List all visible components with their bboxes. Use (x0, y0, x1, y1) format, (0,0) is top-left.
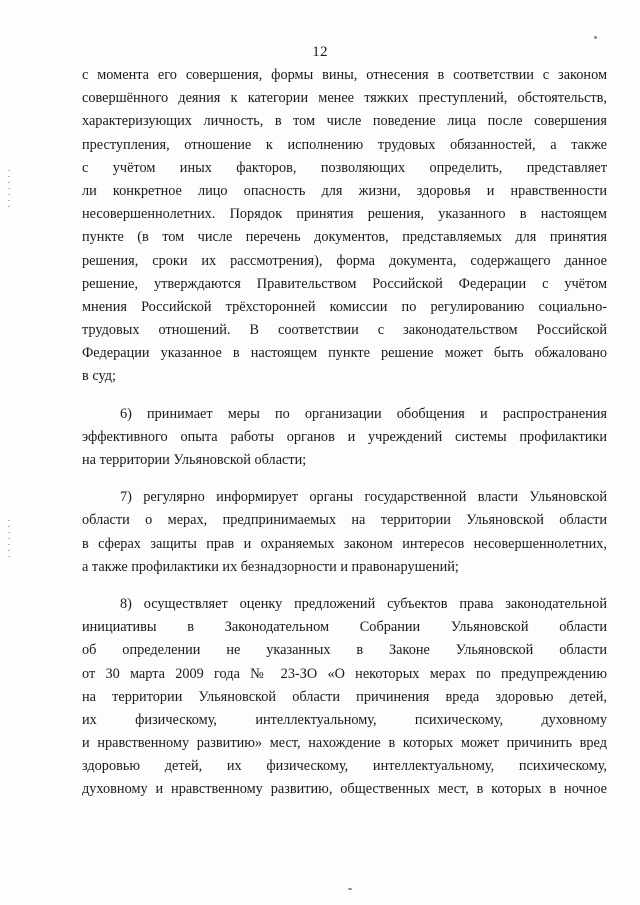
text-line: Федерации указанное в настоящем пункте решение может быть обжаловано (82, 345, 607, 362)
text-line: а также профилактики их безнадзорности и правонарушений; (82, 558, 459, 575)
text-line: пункте (в том числе перечень документов, представляемых для принятия (82, 229, 607, 246)
text-line: с момента его совершения, формы вины, отнесения в соответствии с законом (82, 67, 607, 83)
text-line: об определении не указанных в Законе Ульяновской области (82, 642, 607, 659)
text-line: в сферах защиты прав и охраняемых законом интересов несовершеннолетних, (82, 535, 607, 552)
text-line: в суд; (82, 368, 116, 385)
text-line: и нравственному развитию» мест, нахождение в которых может причинить вред (82, 735, 607, 752)
text-line: от 30 марта 2009 года № 23-ЗО «О некоторых мерах по предупреждению (82, 665, 607, 682)
text-line: их физическому, интеллектуальному, психическому, духовному (82, 711, 607, 728)
left-margin-artifact (8, 170, 10, 210)
text-line: здоровью детей, их физическому, интеллектуальному, психическому, (82, 758, 607, 775)
page-number: 12 (312, 44, 328, 60)
text-line: преступления, отношение к исполнению трудовых обязанностей, а также (82, 136, 607, 153)
text-line: несовершеннолетних. Порядок принятия решения, указанного в настоящем (82, 206, 607, 223)
text-line: на территории Ульяновской области; (82, 452, 307, 468)
text-line: области о мерах, предпринимаемых на территории Ульяновской области (82, 512, 607, 529)
text-line: эффективного опыта работы органов и учреждений системы профилактики (82, 428, 607, 445)
text-line: с учётом иных факторов, позволяющих определить, представляет (82, 159, 607, 176)
text-line: 7) регулярно информирует органы государственной власти Ульяновской (120, 489, 607, 506)
document-body (82, 64, 607, 802)
text-line: 8) осуществляет оценку предложений субъектов права законодательной (120, 595, 607, 612)
left-margin-artifact (8, 520, 10, 560)
text-line: 6) принимает меры по организации обобщения и распространения (120, 405, 607, 422)
text-line: мнения Российской трёхсторонней комиссии по регулированию социально- (82, 298, 607, 315)
text-line: характеризующих личность, в том числе поведение лица после совершения (82, 113, 607, 130)
text-line: на территории Ульяновской области причинения вреда здоровью детей, (82, 688, 607, 705)
text-line: духовному и нравственному развитию, общественных мест, в которых в ночное (82, 781, 607, 798)
text-line: совершённого деяния к категории менее тяжких преступлений, обстоятельств, (82, 90, 607, 107)
text-line: инициативы в Законодательном Собрании Ульяновской области (82, 619, 607, 636)
scan-speck (594, 36, 597, 39)
scan-speck (348, 888, 352, 890)
text-line: решения, сроки их рассмотрения), форма документа, содержащего данное (82, 252, 607, 269)
text-line: решение, утверждаются Правительством Российской Федерации с учётом (82, 275, 607, 292)
text-line: ли конкретное лицо опасность для жизни, здоровья и нравственности (82, 182, 607, 199)
text-line: трудовых отношений. В соответствии с законодательством Российской (82, 322, 607, 339)
